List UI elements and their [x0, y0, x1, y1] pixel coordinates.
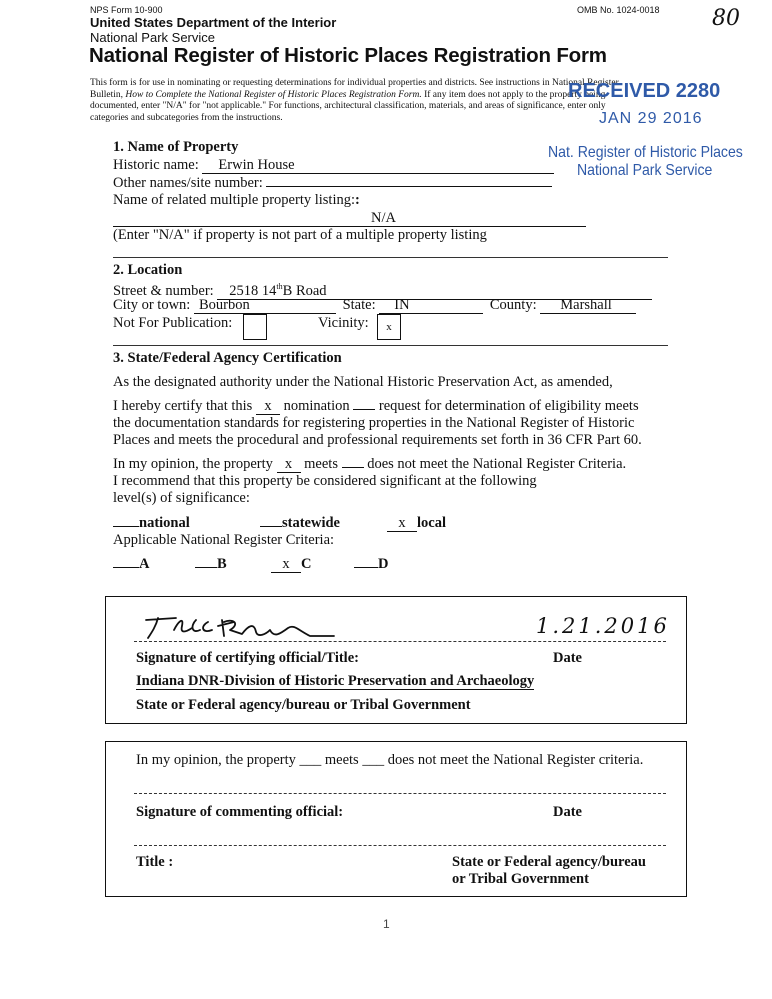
signature-line: [134, 641, 666, 642]
agency-label: State or Federal agency/bureau or Tribal Government: [136, 697, 471, 713]
county-label: County:: [489, 297, 537, 313]
certifying-date-label: Date: [553, 650, 582, 666]
vicinity-label: Vicinity:: [318, 315, 369, 331]
criteria-d: D: [354, 556, 388, 573]
page-number: 1: [383, 917, 390, 931]
level-statewide: statewide: [260, 515, 340, 532]
other-names-row: [113, 175, 552, 192]
section-1-heading: 1. Name of Property: [113, 139, 239, 155]
city-value: Bourbon: [194, 297, 336, 314]
commenting-date-label: Date: [553, 804, 582, 820]
divider: [113, 345, 668, 346]
intro-text: This form is for use in nominating or requesting determinations for individual properties and districts. See instructions in National Register Bulletin, How to Complete the National Register of Historic Places Registration Form. If any item does not apply to the property being documented, enter "N/A" for "not applicable." For functions, architectural classification, materials, and areas of significance, enter only categories and subcategories from the instructions.: [90, 78, 619, 123]
official-signature: [138, 608, 348, 644]
received-stamp: RECEIVED 2280: [568, 80, 721, 102]
stamp-date: JAN 29 2016: [599, 110, 703, 127]
authority-statement: As the designated authority under the National Historic Preservation Act, as amended,: [113, 374, 613, 390]
not-for-publication-checkbox[interactable]: [243, 314, 267, 340]
related-listing-value: N/A: [113, 210, 586, 227]
commenting-signature-label: Signature of commenting official:: [136, 804, 344, 820]
department-name: United States Department of the Interior: [90, 15, 337, 30]
handwritten-number: 80: [712, 6, 740, 31]
county-value: Marshall: [540, 297, 636, 314]
state-label: State:: [342, 297, 376, 313]
signature-date-handwritten: 1.21.2016: [536, 614, 670, 638]
stamp-register: Nat. Register of Historic Places: [548, 144, 743, 161]
criteria-a: A: [113, 556, 149, 573]
title-label: Title :: [136, 854, 174, 870]
city-row: [113, 297, 636, 314]
city-label: City or town:: [113, 297, 191, 313]
section-3-heading: 3. State/Federal Agency Certification: [113, 350, 342, 366]
comment-agency-label: State or Federal agency/bureau or Tribal Government: [452, 854, 646, 887]
not-for-publication-label: Not For Publication:: [113, 315, 233, 331]
divider: [113, 257, 668, 258]
related-listing-note: (Enter "N/A" if property is not part of a multiple property listing: [113, 227, 487, 243]
opinion-paragraph: In my opinion, the property x meets does not meet the National Register Criteria. I recommend that this property be considered significant at the following level(s) of significance:: [113, 456, 627, 506]
page-title: National Register of Historic Places Registration Form: [89, 44, 607, 67]
section-2-heading: 2. Location: [113, 262, 183, 278]
level-national: national: [113, 515, 190, 532]
historic-name-label: Historic name:: [113, 157, 199, 173]
historic-name-value: Erwin House: [202, 157, 554, 174]
criteria-c: x C: [271, 556, 311, 573]
omb-number: OMB No. 1024-0018: [577, 5, 660, 15]
certifying-signature-label: Signature of certifying official/Title:: [136, 650, 359, 666]
state-value: IN: [379, 297, 483, 314]
vicinity-checkbox[interactable]: x: [377, 314, 401, 340]
form-number: NPS Form 10-900: [90, 5, 163, 15]
other-names-value: [266, 186, 552, 187]
certification-paragraph: I hereby certify that this x nomination request for determination of eligibility meets the documentation standards for registering properties in the National Register of Historic Places and meets the procedural and professional requirements set forth in 36 CFR Part 60.: [113, 398, 642, 448]
stamp-service: National Park Service: [577, 162, 713, 179]
criteria-label: Applicable National Register Criteria:: [113, 532, 335, 548]
historic-name-row: [113, 157, 554, 174]
criteria-b: B: [195, 556, 227, 573]
title-line: [134, 845, 666, 846]
street-value: 2518 14thB Road: [217, 279, 652, 300]
agency-name: Indiana DNR-Division of Historic Preservation and Archaeology: [136, 673, 535, 689]
service-name: National Park Service: [90, 30, 215, 45]
street-label: Street & number:: [113, 282, 214, 299]
related-listing-label: Name of related multiple property listing::: [113, 192, 360, 208]
level-local: x local: [387, 515, 446, 532]
comment-opinion: In my opinion, the property ___ meets ___ does not meet the National Register criteria.: [136, 752, 644, 768]
comment-signature-line: [134, 793, 666, 794]
other-names-label: Other names/site number:: [113, 175, 263, 191]
